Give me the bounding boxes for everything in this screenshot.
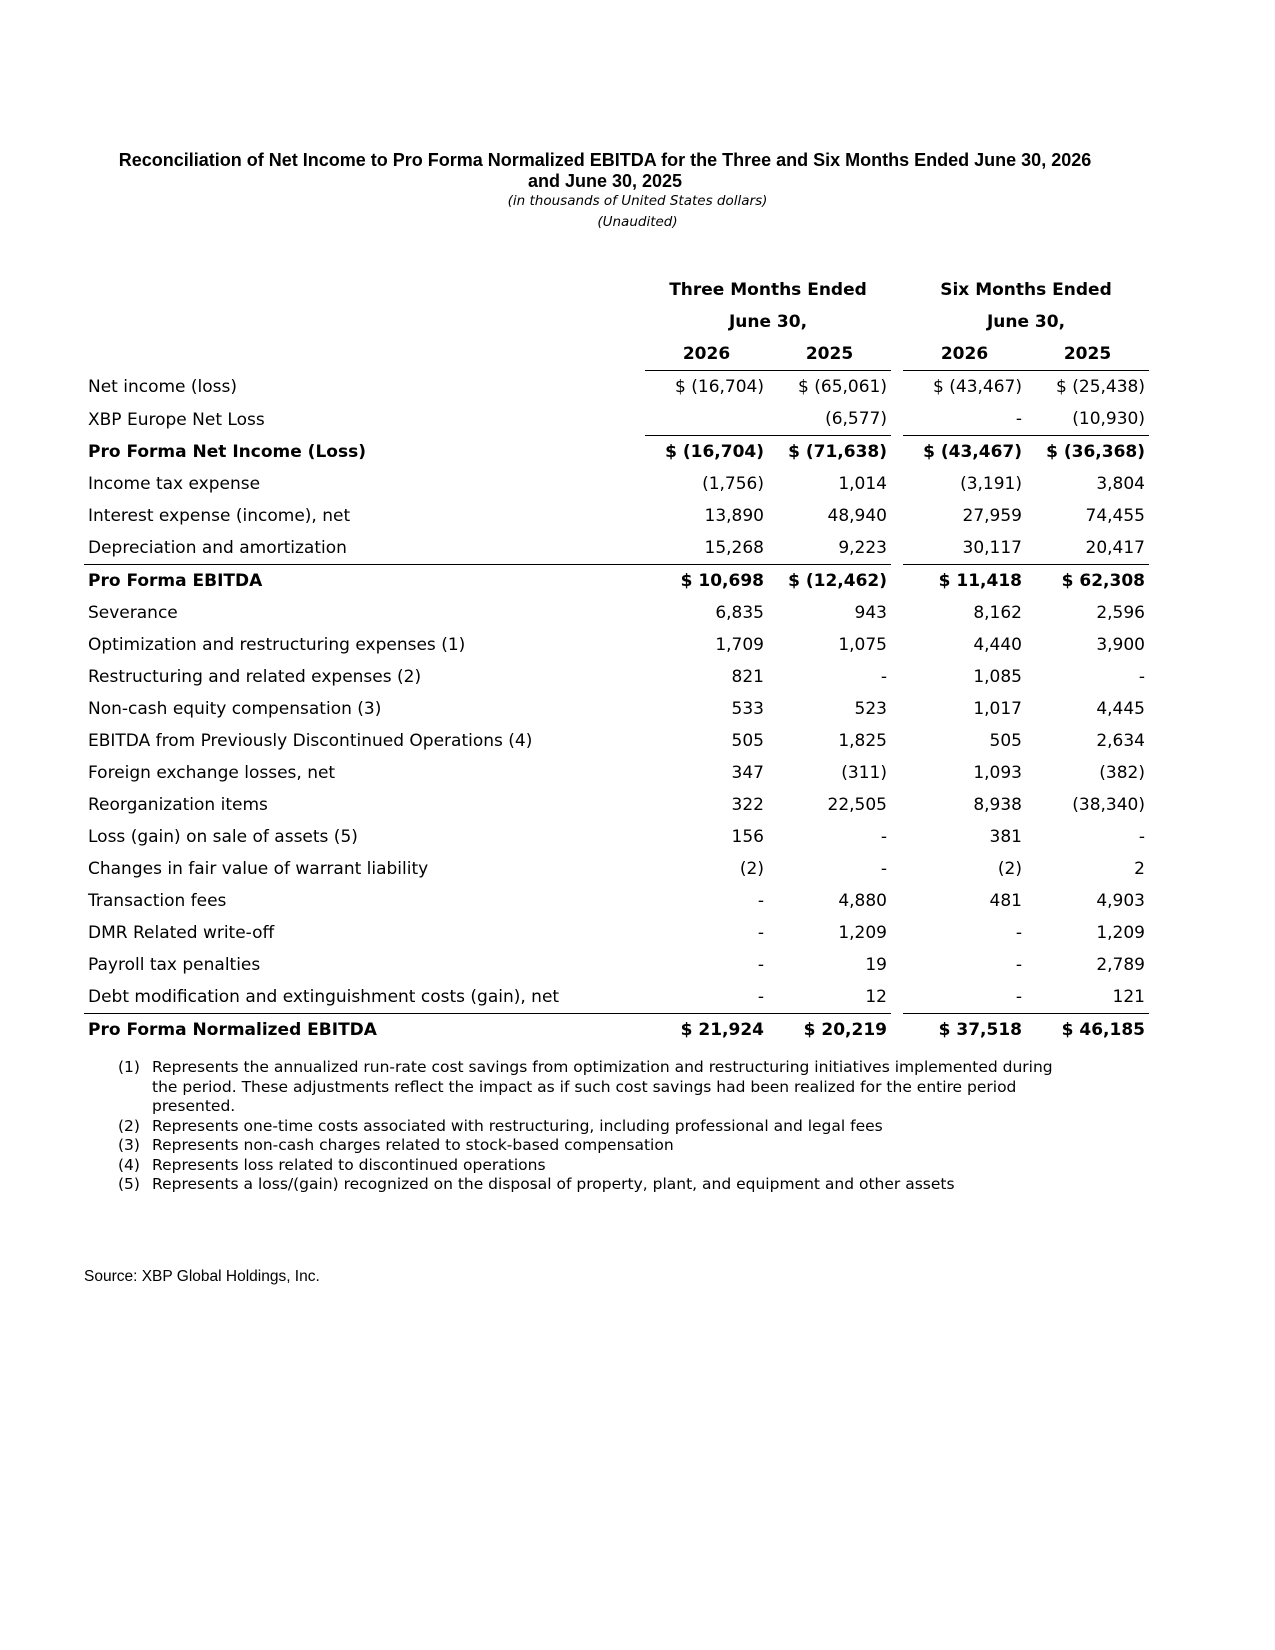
value-cell: 12 — [768, 981, 891, 1014]
row-label: DMR Related write-off — [88, 923, 275, 943]
value-cell: (3,191) — [960, 474, 1022, 494]
header-year-row — [84, 338, 1149, 371]
footnote — [118, 1156, 1068, 1176]
value-cell: 4,903 — [1096, 891, 1145, 911]
value-cell: $ (43,467) — [933, 377, 1022, 397]
header-group-row-1 — [84, 274, 1149, 306]
footnote-text: Represents a loss/(gain) recognized on the disposal of property, plant, and equipment and other assets — [152, 1175, 955, 1193]
row-label: Non-cash equity compensation (3) — [88, 699, 382, 719]
table-row — [84, 565, 1149, 597]
value-cell: (38,340) — [1072, 795, 1145, 815]
value-cell: 2,596 — [1096, 603, 1145, 623]
value-cell: 22,505 — [827, 795, 887, 815]
value-cell: $ 62,308 — [1061, 571, 1145, 591]
reconciliation-table — [84, 274, 1149, 1046]
value-cell: $ (12,462) — [788, 571, 887, 591]
row-label: EBITDA from Previously Discontinued Operations (4) — [88, 731, 533, 751]
report-title — [0, 150, 1210, 192]
table-row — [84, 468, 1149, 500]
value-cell: 322 — [731, 795, 764, 815]
row-label: Changes in fair value of warrant liability — [88, 859, 429, 879]
value-cell: 4,445 — [1096, 699, 1145, 719]
year-header: 2025 — [1026, 338, 1149, 371]
row-label: Pro Forma Normalized EBITDA — [88, 1020, 377, 1040]
table-row — [84, 885, 1149, 917]
value-cell: 13,890 — [704, 506, 764, 526]
table-row — [84, 981, 1149, 1014]
three-months-date-header: June 30, — [728, 312, 808, 332]
value-cell: 1,093 — [973, 763, 1022, 783]
value-cell: $ (71,638) — [788, 442, 887, 462]
value-cell: 2 — [1134, 859, 1145, 879]
value-cell: $ 21,924 — [680, 1020, 764, 1040]
value-cell: 19 — [865, 955, 887, 975]
three-months-header: Three Months Ended — [669, 280, 867, 300]
value-cell: $ 10,698 — [680, 571, 764, 591]
table-row — [84, 500, 1149, 532]
value-cell: - — [1015, 955, 1022, 975]
value-cell: 121 — [1026, 981, 1149, 1014]
value-cell: (311) — [841, 763, 887, 783]
row-label: Interest expense (income), net — [88, 506, 351, 526]
footnote-text: Represents loss related to discontinued operations — [152, 1155, 546, 1174]
six-months-header: Six Months Ended — [940, 280, 1112, 300]
value-cell: - — [880, 667, 887, 687]
value-cell: - — [1015, 923, 1022, 943]
table-row — [84, 725, 1149, 757]
value-cell: 27,959 — [962, 506, 1022, 526]
table-row — [84, 1014, 1149, 1046]
value-cell: (2) — [739, 859, 764, 879]
value-cell: 3,900 — [1096, 635, 1145, 655]
value-cell: 505 — [731, 731, 764, 751]
value-cell: 4,440 — [973, 635, 1022, 655]
value-cell: 15,268 — [645, 532, 768, 565]
audit-subtitle: (Unaudited) — [597, 214, 678, 230]
value-cell: 9,223 — [768, 532, 891, 565]
value-cell — [645, 403, 768, 436]
row-label: Optimization and restructuring expenses (1) — [88, 635, 466, 655]
table-row — [84, 532, 1149, 565]
value-cell: 1,709 — [715, 635, 764, 655]
value-cell: $ 11,418 — [938, 571, 1022, 591]
footnote-text: Represents non-cash charges related to stock-based compensation — [152, 1136, 674, 1154]
value-cell: 1,825 — [838, 731, 887, 751]
value-cell: 3,804 — [1096, 474, 1145, 494]
value-cell: $ (65,061) — [798, 377, 887, 397]
row-label: Transaction fees — [88, 891, 227, 911]
value-cell: 74,455 — [1085, 506, 1145, 526]
value-cell: - — [880, 827, 887, 847]
footnote-index: (4) — [118, 1155, 140, 1174]
footnote-index: (1) — [118, 1058, 140, 1076]
table-row — [84, 371, 1149, 403]
table-row — [84, 403, 1149, 436]
row-label: Foreign exchange losses, net — [88, 763, 336, 783]
row-label: Loss (gain) on sale of assets (5) — [88, 827, 358, 847]
value-cell: 48,940 — [827, 506, 887, 526]
row-label: Reorganization items — [88, 795, 268, 815]
table-row — [84, 597, 1149, 629]
value-cell: 1,075 — [838, 635, 887, 655]
value-cell: - — [880, 859, 887, 879]
footnote-index: (5) — [118, 1175, 140, 1193]
value-cell: (6,577) — [768, 403, 891, 436]
year-header: 2026 — [903, 338, 1026, 371]
table-row — [84, 757, 1149, 789]
value-cell: 2,789 — [1096, 955, 1145, 975]
table-row — [84, 853, 1149, 885]
value-cell: 1,209 — [1096, 923, 1145, 943]
table-row — [84, 693, 1149, 725]
value-cell: 533 — [731, 699, 764, 719]
value-cell: - — [1138, 827, 1145, 847]
value-cell: (2) — [997, 859, 1022, 879]
value-cell: (10,930) — [1026, 403, 1149, 436]
value-cell: 6,835 — [715, 603, 764, 623]
row-label: XBP Europe Net Loss — [88, 409, 265, 430]
value-cell: $ (36,368) — [1046, 442, 1145, 462]
value-cell: 481 — [989, 891, 1022, 911]
value-cell: 8,938 — [973, 795, 1022, 815]
value-cell: (382) — [1099, 763, 1145, 783]
row-label: Restructuring and related expenses (2) — [88, 667, 422, 687]
value-cell: - — [645, 981, 768, 1014]
table-row — [84, 917, 1149, 949]
table-row — [84, 789, 1149, 821]
footnote-index: (2) — [118, 1116, 140, 1135]
row-label: Severance — [88, 603, 178, 623]
value-cell: 347 — [731, 763, 764, 783]
value-cell: 1,014 — [838, 474, 887, 494]
value-cell: - — [903, 981, 1026, 1014]
value-cell: 1,209 — [838, 923, 887, 943]
row-label: Pro Forma Net Income (Loss) — [88, 442, 366, 462]
header-group-row-2 — [84, 306, 1149, 338]
report-title-line2: and June 30, 2025 — [527, 171, 683, 191]
value-cell: 821 — [731, 667, 764, 687]
value-cell: 156 — [731, 827, 764, 847]
footnote — [118, 1136, 1068, 1156]
value-cell: $ (16,704) — [675, 377, 764, 397]
row-label: Net income (loss) — [88, 377, 238, 397]
value-cell: $ (16,704) — [665, 442, 764, 462]
table-row — [84, 949, 1149, 981]
value-cell: 381 — [989, 827, 1022, 847]
value-cell: - — [757, 923, 764, 943]
six-months-date-header: June 30, — [986, 312, 1066, 332]
table-row — [84, 629, 1149, 661]
value-cell: (1,756) — [702, 474, 764, 494]
value-cell: 943 — [854, 603, 887, 623]
year-header: 2025 — [768, 338, 891, 371]
value-cell: $ (25,438) — [1056, 377, 1145, 397]
value-cell: 4,880 — [838, 891, 887, 911]
table-row — [84, 661, 1149, 693]
footnote-text: Represents the annualized run-rate cost savings from optimization and restructuring initiatives implemented during the period. These adjustments reflect the impact as if such cost savings had been realized for the entire period presented. — [152, 1058, 1053, 1115]
row-label: Payroll tax penalties — [88, 955, 261, 975]
footnotes — [118, 1058, 1068, 1195]
footnote — [118, 1117, 1068, 1137]
value-cell: - — [757, 955, 764, 975]
value-cell: 8,162 — [973, 603, 1022, 623]
row-label: Pro Forma EBITDA — [88, 571, 263, 591]
row-label: Income tax expense — [88, 474, 261, 494]
footnote-index: (3) — [118, 1136, 140, 1154]
value-cell: $ 46,185 — [1061, 1020, 1145, 1040]
footnote — [118, 1058, 1068, 1117]
value-cell: 1,085 — [973, 667, 1022, 687]
value-cell: 523 — [854, 699, 887, 719]
footnote — [118, 1175, 1068, 1195]
row-label: Debt modification and extinguishment costs (gain), net — [84, 981, 633, 1014]
value-cell: - — [903, 403, 1026, 436]
footnote-text: Represents one-time costs associated with restructuring, including professional and legal fees — [152, 1116, 883, 1135]
value-cell: 20,417 — [1026, 532, 1149, 565]
value-cell: $ (43,467) — [923, 442, 1022, 462]
value-cell: 2,634 — [1096, 731, 1145, 751]
value-cell: 1,017 — [973, 699, 1022, 719]
value-cell: $ 20,219 — [803, 1020, 887, 1040]
report-title-line1: Reconciliation of Net Income to Pro Forma Normalized EBITDA for the Three and Six Months Ended June 30, 2026 — [118, 150, 1092, 170]
units-subtitle: (in thousands of United States dollars) — [507, 193, 768, 209]
value-cell: - — [757, 891, 764, 911]
value-cell: - — [1138, 667, 1145, 687]
table-row — [84, 436, 1149, 468]
table-row — [84, 821, 1149, 853]
value-cell: $ 37,518 — [938, 1020, 1022, 1040]
source-note: Source: XBP Global Holdings, Inc. — [84, 1268, 320, 1285]
row-label: Depreciation and amortization — [84, 532, 633, 565]
year-header: 2026 — [645, 338, 768, 371]
value-cell: 30,117 — [903, 532, 1026, 565]
value-cell: 505 — [989, 731, 1022, 751]
